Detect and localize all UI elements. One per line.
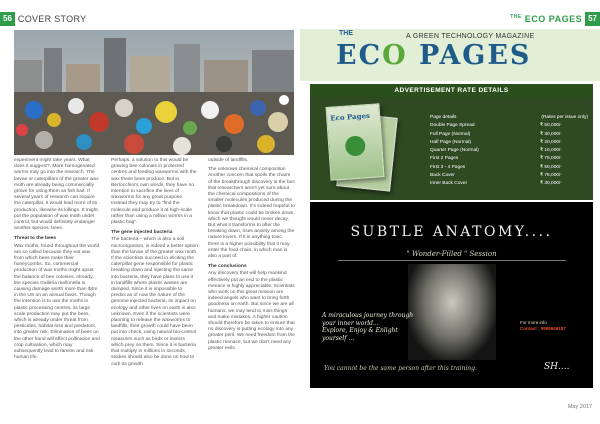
rate-row: [430, 172, 588, 180]
article-subheading: The conclusions: [208, 264, 247, 270]
rate-row: [430, 147, 588, 155]
rate-label: First 3 - 4 Pages: [430, 164, 466, 170]
rates-header-label: Page details: [430, 115, 457, 120]
mini-logo: [510, 14, 582, 24]
rate-row: [430, 180, 588, 188]
rate-value: ₹ 30,000/-: [540, 181, 562, 187]
right-page: [300, 0, 600, 424]
ad-subtitle: " Wonder-Filled " Session: [406, 250, 497, 258]
logo-main-o: O: [382, 40, 408, 71]
ad-title: SUBTLE ANATOMY....: [350, 224, 553, 240]
article-paragraph: Wax moths, found throughout the world are so called because they eat wax from which bees make their honeycombs. So, commercial production of wax moths might upset the balance of bee colonies. Already, the species Galleria mellonella is causing damage worth more than $4m in the US on an annual basis. Though the intention is to use the moths in plastic processing centres, its large scale production may put the bees, which is already under threat from pesticides, habitat loss and predators, into greater risk. Elimination of bees on the other hand will affect pollination and crop cultivation, which may subsequently lead to famine and risk human life.: [14, 243, 100, 361]
rate-label: Quarter Page (Normal): [430, 148, 479, 154]
mini-logo-the: THE: [510, 14, 522, 20]
article-columns: [14, 158, 296, 371]
section-title: COVER STORY: [17, 14, 87, 24]
article-paragraph: Perhaps, a solution to this would be growing bee colonies in protected centres and feeding waxworms with the wax these bees produce. But in Bertocchini's own words, they have no intention to sacrifice the lives of waxworms for any great purpose. Instead they may try to "find the molecule and produce it at high-scale rather than using a million worms in a plastic bag".: [111, 158, 197, 226]
rate-row: [430, 155, 588, 163]
page-header-left: [0, 12, 86, 26]
rates-header: [430, 114, 588, 122]
logo-tagline: A GREEN TECHNOLOGY MAGAZINE: [406, 33, 535, 40]
rate-label: Full Page (Normal): [430, 131, 471, 137]
advert-title-bar: ADVERTISEMENT RATE DETAILS: [310, 84, 593, 97]
ad-contact: [520, 320, 590, 332]
rate-label: Half Page (Normal): [430, 139, 472, 145]
article-column-1: [14, 158, 101, 371]
rate-label: Double Page Spread: [430, 123, 475, 129]
mini-logo-text: ECO PAGES: [524, 14, 583, 24]
plastic-waste-photo: [14, 30, 294, 155]
rate-value: ₹ 50,000/-: [540, 164, 562, 170]
rate-value: ₹ 50,000/-: [540, 123, 562, 129]
rate-value: ₹ 20,000/-: [540, 139, 562, 145]
rate-label: Back Cover: [430, 173, 455, 179]
plastic-waste-illustration: [14, 30, 294, 155]
ad-tagline-line-2: your inner world...: [322, 319, 379, 327]
article-paragraph: outside of landfills.: [208, 158, 249, 163]
rates-header-value: (Rates per issue only): [541, 115, 588, 120]
rate-row: [430, 164, 588, 172]
rates-table: [430, 114, 588, 189]
article-paragraph: experiment might take years. What does it suggest?, More homogenated worms may go into the research. The larvae or caterpillars of the greater wax moth are already being commercially grown for using them as fish bait. If several years of research can require the caterpillar, it would lead more of its production, likewise its killings. It might put the population of wax moth under control, but would definitely endanger another species: bees.: [14, 158, 99, 232]
globe-icon: [345, 135, 366, 156]
rate-value: ₹ 75,000/-: [540, 156, 562, 162]
article-column-3: [208, 158, 295, 371]
ad-footer: You cannot be the same person after this training.: [324, 365, 477, 372]
article-paragraph: Any discovery that will help mankind effectively put an end to the plastic menace is highly appreciable. Scientists who work on this great mission are indeed angels who want to bring forth goodness on earth. But since we are all humans, we may tend to miss things and make mistakes. A higher caution should therefore be taken to ensure that no discovery is putting ecology into any greater peril. We need freedom from the plastic menace, but we don't need any greater evils.: [208, 271, 295, 351]
logo-the: THE: [339, 30, 353, 37]
article-subheading: Threat to the bees: [14, 236, 57, 242]
page-number-left: 56: [0, 12, 15, 26]
ad-more-info: For more info: [520, 320, 547, 325]
rate-value: ₹ 30,000/-: [540, 131, 562, 137]
ad-contact-line: [520, 326, 590, 332]
ad-contact-label: Contact :: [520, 326, 540, 331]
subtle-anatomy-ad: [310, 202, 593, 388]
article-column-2: [111, 158, 198, 371]
ad-tagline-line-3: Explore, Enjoy & Enlight yourself ...: [322, 327, 398, 342]
rate-value: ₹ 10,000/-: [540, 148, 562, 154]
magazine-cover: [325, 103, 384, 181]
rate-card: [310, 97, 593, 200]
logo-main-a: EC: [336, 40, 383, 71]
ad-signature: SH....: [544, 362, 570, 372]
page-number-right: 57: [585, 12, 600, 26]
logo-main-b: PAGES: [407, 40, 532, 71]
rate-label: First 2 Pages: [430, 156, 459, 162]
page-header-right: [510, 12, 600, 26]
article-subheading: The gene injected bacteria: [111, 230, 173, 236]
rate-label: Inner Back Cover: [430, 181, 468, 187]
ad-contact-number: 9895946187: [540, 326, 566, 331]
eco-pages-logo: [336, 30, 576, 80]
magazine-cover-title: Eco Pages: [329, 110, 371, 123]
rate-value: ₹ 75,000/-: [540, 173, 562, 179]
logo-wordmark: [336, 40, 531, 71]
issue-date: May 2017: [567, 404, 592, 410]
rate-row: [430, 131, 588, 139]
rate-row: [430, 122, 588, 130]
article-paragraph: The bacteria – which is also a soil microorganism, is indeed a better option than the larvae of the greater wax moth. If the scientists succeed in eliciting the caterpillar gene responsible for plastic breaking down and injecting the same into bacteria, they have plans to use it in landfills where plastic wastes are dumped. Since it is impossible to predict as of now the nature of the genome injected bacteria, its impact on ecology and other lives on earth is also unknown. Even if the scientists were planning to release the waxworms to landfills, their growth could have been put into check, using natural bio-control measures such as birds or insects which prey on them. Since it is bacteria that multiply in millions in seconds, studies should also be done on how to curb its growth: [111, 237, 198, 367]
rate-row: [430, 139, 588, 147]
ad-tagline: [322, 312, 422, 342]
ad-tagline-line-1: A miraculous journey through: [322, 312, 414, 319]
ad-divider: [338, 260, 566, 261]
article-paragraph: The unknown chemical composition Another concern that spoils the charm of the breakthrough discovery is the fact that researchers aren't yet sure about the chemical compositions of the smaller molecules produced during the plastic breakdown. It's indeed hopeful to know that plastic could be broken down, which we thought would never decay. But what it transforms to after the breaking down, rises anxiety among the nature lovers. If it is anything toxic, there is a higher possibility that it may enter the food chain, in which man is also a part of.: [208, 167, 295, 260]
